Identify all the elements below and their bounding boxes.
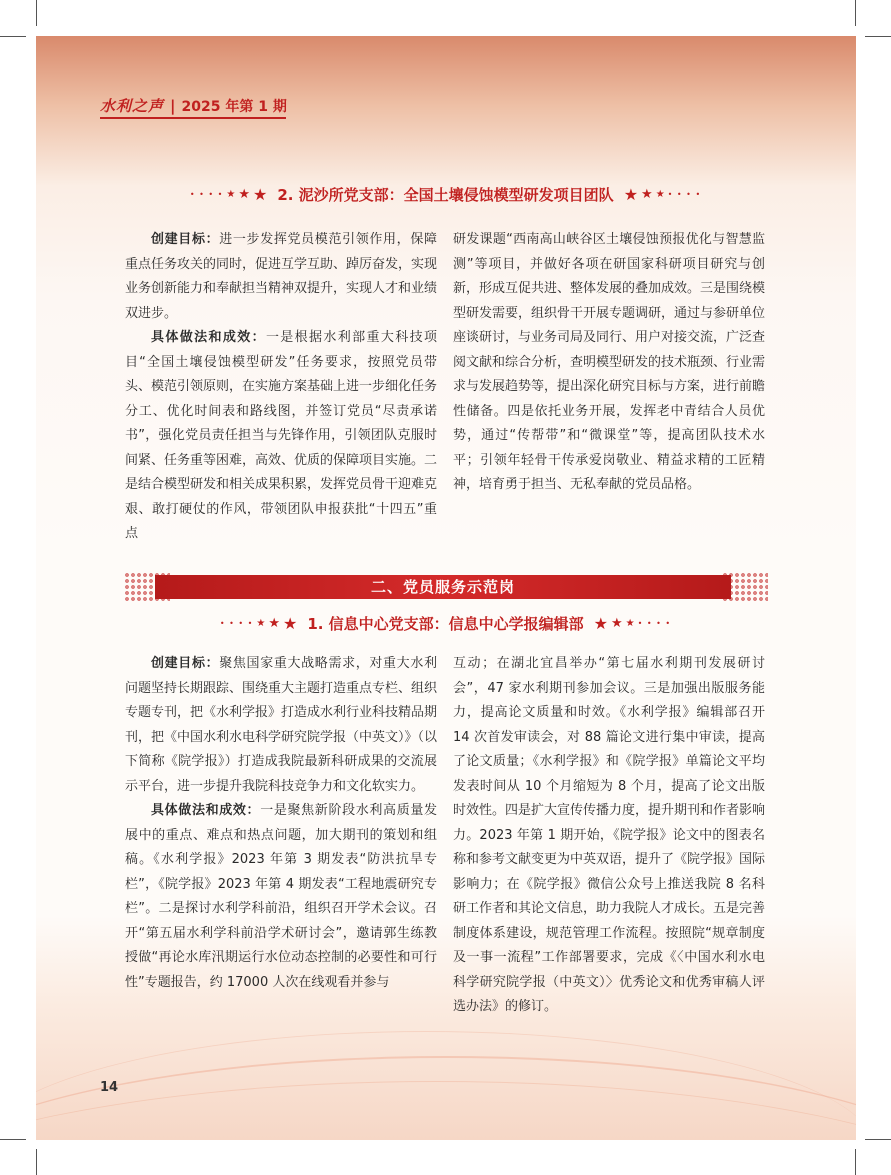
- running-header: [100, 95, 287, 116]
- crop-mark: [855, 0, 856, 26]
- paragraph-text: 一是根据水利部重大科技项目“全国土壤侵蚀模型研发”任务要求，按照党员带头、模范引领原则，在实施方案基础上进一步细化任务分工、优化时间表和路线图，并签订党员“尽责承诺书”，强化党员责任担当与先锋作用，引领团队克服时间紧、任务重等困难，高效、优质的保障项目实施。二是结合模型研发和相关成果积累，发挥党员骨干迎难克艰、敢打硬仗的作风，带领团队申报获批“十四五”重点: [125, 330, 438, 541]
- star-decoration-right: ★ ★ ★ • • • •: [623, 185, 702, 204]
- paragraph-lead: 创建目标：: [151, 656, 220, 671]
- paragraph-text: 一是聚焦新阶段水利高质量发展中的重点、难点和热点问题，加大期刊的策划和组稿。《水利学报》2023 年第 3 期发表“防洪抗旱专栏”，《院学报》2023 年第 4 期发表“工程地震研究专栏”。二是探讨水利学科前沿，组织召开学术会议。召开“第五届水利学科前沿学术研讨会”，邀请郭生练教授做“再论水库汛期运行水位动态控制的必要性和可行性”专题报告，约 17000 人次在线观看并参与: [125, 803, 437, 990]
- subsection-heading-a: [0, 184, 891, 205]
- paragraph-text: 聚焦国家重大战略需求，对重大水利问题坚持长期跟踪、围绕重大主题打造重点专栏、组织专题专刊，把《水利学报》打造成水利行业科技精品期刊，把《中国水利水电科学研究院学报（中英文）》（以下简称《院学报》）打造成我院最新科研成果的交流展示平台，进一步提升我院科技竞争力和文化软实力。: [125, 656, 438, 794]
- page-number: 14: [100, 1080, 119, 1095]
- star-decoration-left: • • • • ★ ★ ★: [189, 185, 268, 204]
- crop-mark: [0, 36, 26, 37]
- decorative-wave: [36, 1081, 856, 1140]
- paragraph: [125, 326, 437, 547]
- subsection-heading-b: [0, 613, 891, 634]
- header-separator: |: [170, 97, 176, 115]
- crop-mark: [0, 1139, 26, 1140]
- decorative-wave: [36, 1056, 856, 1140]
- star-decoration-left: • • • • ★ ★ ★: [219, 614, 298, 633]
- text-column-left-a: [125, 228, 437, 547]
- paragraph-continuation: 互动；在湖北宜昌举办“第七届水利期刊发展研讨会”，47 家水利期刊参加会议。三是加强出版服务能力，提高论文质量和时效。《水利学报》编辑部召开 14 次首发审读会，对 88 篇论文进行集中审读，提高了论文质量；《水利学报》和《院学报》单篇论文平均发表时间从 10 个月缩短为 8 个月，提高了论文出版时效性。四是扩大宣传传播力度，提升期刊和作者影响力。2023 年第 1 期开始，《院学报》论文中的图表名称和参考文献变更为中英双语，提升了《院学报》国际影响力；在《院学报》微信公众号上推送我院 8 名科研工作者和其论文信息，助力我院人才成长。五是完善制度体系建设，规范管理工作流程。按照院“规章制度及一事一流程”工作部署要求，完成《〈中国水利水电科学研究院学报（中英文）〉优秀论文和优秀审稿人评选办法》的修订。: [453, 656, 766, 1014]
- paragraph-text: 进一步发挥党员模范引领作用，保障重点任务攻关的同时，促进互学互助、踔厉奋发，实现业务创新能力和奉献担当精神双提升，实现人才和业绩双进步。: [125, 232, 438, 321]
- text-column-left-b: [125, 652, 437, 995]
- crop-mark: [36, 0, 37, 26]
- issue-number: 2025 年第 1 期: [181, 99, 287, 115]
- decorative-wave: [36, 1031, 856, 1140]
- paragraph: [125, 228, 437, 326]
- text-column-right-b: [453, 652, 765, 1020]
- subsection-title: 1. 信息中心党支部：信息中心学报编辑部: [307, 615, 584, 633]
- text-column-right-a: [453, 228, 765, 498]
- crop-mark: [855, 1149, 856, 1175]
- crop-mark: [865, 1139, 891, 1140]
- paragraph-lead: 创建目标：: [151, 232, 220, 247]
- magazine-name: 水利之声: [100, 97, 165, 115]
- star-decoration-right: ★ ★ ★ • • • •: [593, 614, 672, 633]
- subsection-title: 2. 泥沙所党支部：全国土壤侵蚀模型研发项目团队: [277, 186, 614, 204]
- paragraph: [125, 799, 437, 995]
- crop-mark: [865, 36, 891, 37]
- paragraph: [125, 652, 437, 799]
- paragraph-lead: 具体做法和成效：: [151, 803, 261, 818]
- header-underline: [100, 117, 286, 119]
- paragraph-continuation: 研发课题“西南高山峡谷区土壤侵蚀预报优化与智慧监测”等项目，并做好各项在研国家科研项目研究与创新，形成互促共进、整体发展的叠加成效。三是围绕模型研发需要，组织骨干开展专题调研，通过与参研单位座谈研讨，与业务司局及同行、用户对接交流，广泛查阅文献和综合分析，查明模型研发的技术瓶颈、行业需求与发展趋势等，提出深化研究目标与方案，进行前瞻性储备。四是依托业务开展，发挥老中青结合人员优势，通过“传帮带”和“微课堂”等，提高团队技术水平；引领年轻骨干传承爱岗敬业、精益求精的工匠精神，培育勇于担当、无私奉献的党员品格。: [453, 232, 766, 492]
- crop-mark: [36, 1149, 37, 1175]
- section-title: 二、党员服务示范岗: [370, 578, 515, 596]
- paragraph-lead: 具体做法和成效：: [151, 330, 266, 345]
